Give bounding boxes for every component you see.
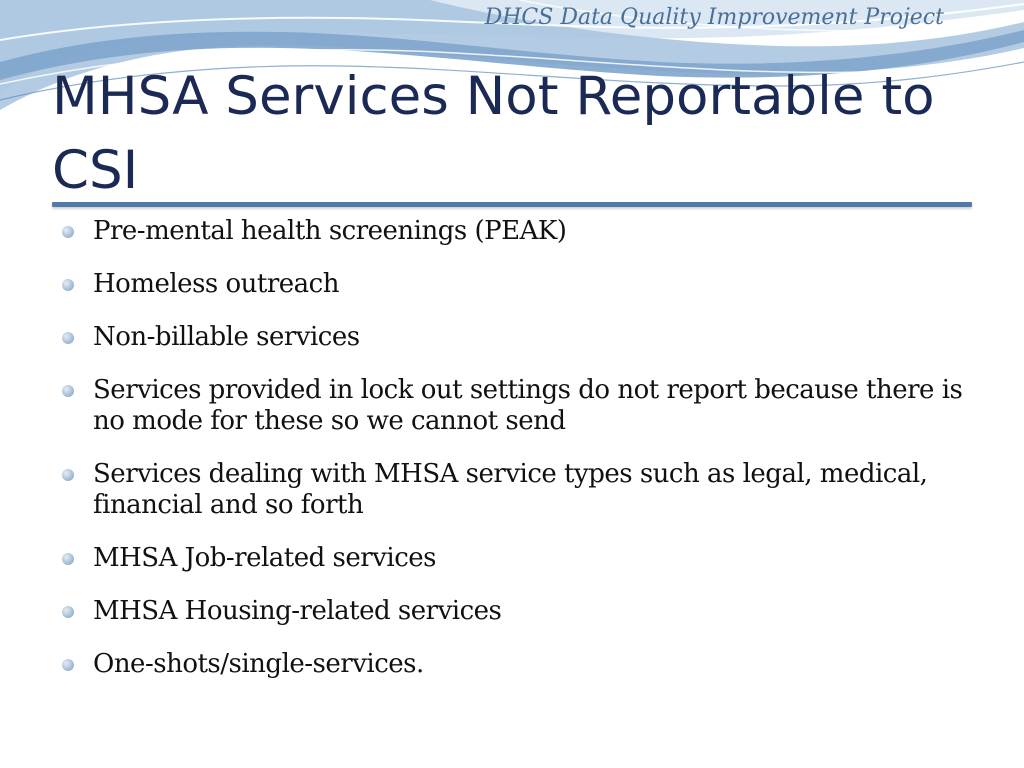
project-header: DHCS Data Quality Improvement Project xyxy=(484,5,944,30)
bullet-text: Homeless outreach xyxy=(93,269,339,299)
bullet-icon xyxy=(62,332,74,344)
list-item xyxy=(62,459,982,521)
bullet-text: Pre-mental health screenings (PEAK) xyxy=(93,216,567,246)
list-item xyxy=(62,596,982,627)
bullet-text: Non-billable services xyxy=(93,322,360,352)
slide-title: MHSA Services Not Reportable to CSI xyxy=(52,66,935,201)
bullet-icon xyxy=(62,553,74,565)
bullet-text: Services dealing with MHSA service types such as legal, medical, financial and so forth xyxy=(93,459,928,520)
bullet-text: One-shots/single-services. xyxy=(93,649,424,679)
list-item xyxy=(62,322,982,353)
bullet-icon xyxy=(62,606,74,618)
bullet-icon xyxy=(62,279,74,291)
bullet-icon xyxy=(62,226,74,238)
list-item xyxy=(62,375,982,437)
bullet-text: Services provided in lock out settings do not report because there is no mode for these so we cannot send xyxy=(93,375,963,436)
list-item xyxy=(62,269,982,300)
title-divider xyxy=(52,202,972,207)
bullet-list xyxy=(62,216,982,702)
list-item xyxy=(62,543,982,574)
bullet-icon xyxy=(62,469,74,481)
bullet-icon xyxy=(62,385,74,397)
list-item xyxy=(62,649,982,680)
bullet-text: MHSA Housing-related services xyxy=(93,596,502,626)
bullet-icon xyxy=(62,659,74,671)
list-item xyxy=(62,216,982,247)
bullet-text: MHSA Job-related services xyxy=(93,543,436,573)
